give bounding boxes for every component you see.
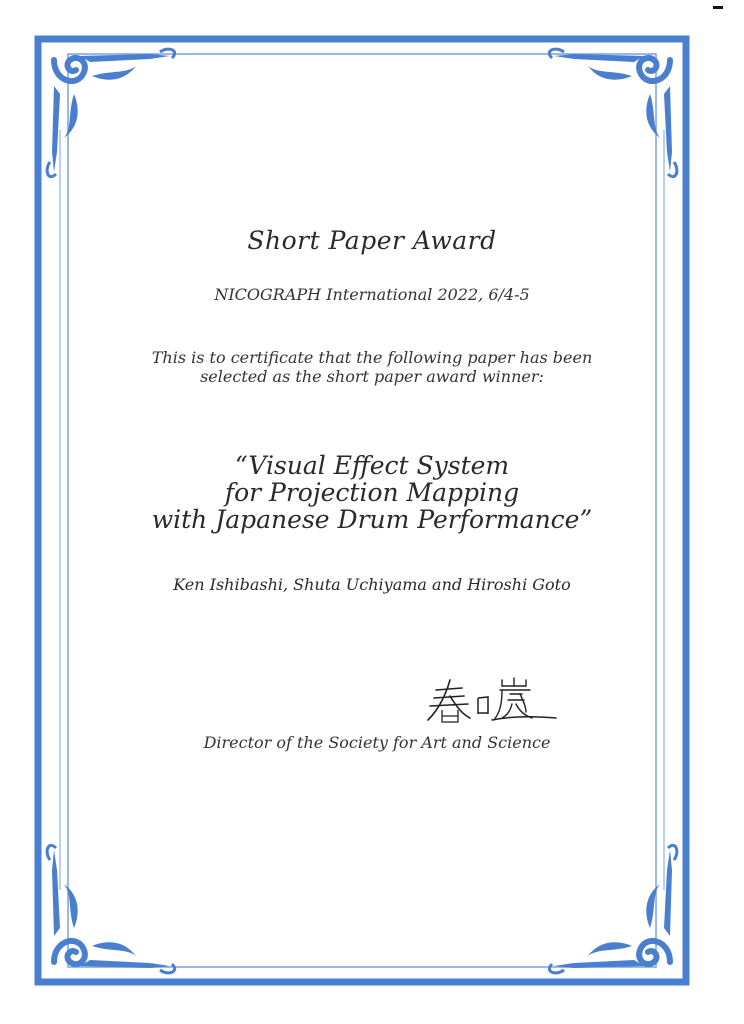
- award-title: Short Paper Award: [247, 226, 497, 255]
- paper-title-line-2: for Projection Mapping: [224, 478, 520, 507]
- authors: Ken Ishibashi, Shuta Uchiyama and Hiroshi Goto: [173, 575, 571, 594]
- certificate-content: [70, 0, 674, 1024]
- certification-line-1: This is to certificate that the following paper has been: [151, 348, 593, 367]
- paper-title-line-1: “Visual Effect System: [234, 451, 510, 480]
- certification-line-2: selected as the short paper award winner:: [200, 367, 544, 386]
- certification-statement: [70, 348, 674, 386]
- paper-title: [70, 452, 674, 533]
- paper-title-line-3: with Japanese Drum Performance”: [151, 505, 593, 534]
- signature-icon: [422, 672, 562, 726]
- event-name: NICOGRAPH International 2022, 6/4-5: [214, 285, 530, 304]
- director-title: Director of the Society for Art and Science: [203, 733, 551, 752]
